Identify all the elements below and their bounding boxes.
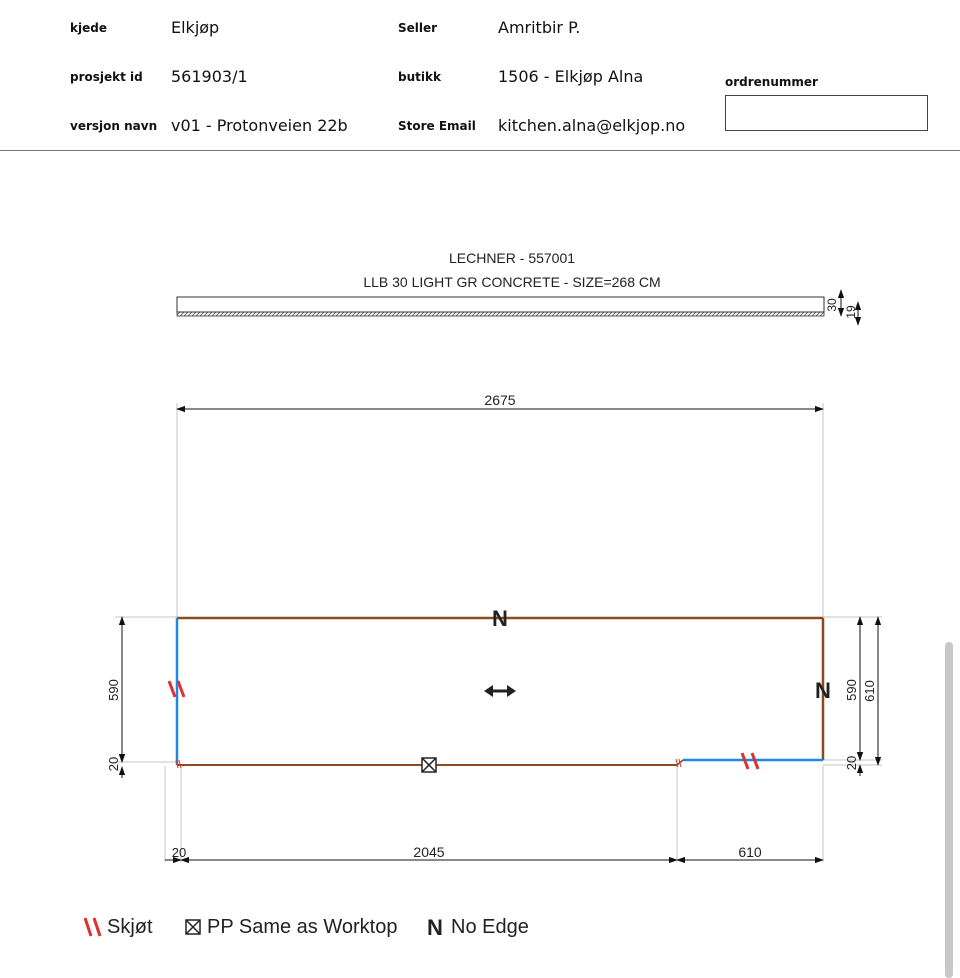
seller-value: Amritbir P. — [498, 18, 581, 37]
dim-total-width-label: 2675 — [484, 392, 516, 408]
dim-depth-right-label: 590 — [844, 679, 859, 701]
prosjekt-id-label: prosjekt id — [70, 70, 143, 84]
no-edge-mark-right: N — [815, 678, 831, 703]
profile-view — [177, 290, 858, 325]
joint-legend-icon — [85, 918, 100, 936]
dim-left — [106, 617, 122, 778]
pp-legend-icon — [186, 920, 200, 934]
legend-joint-label: Skjøt — [107, 916, 153, 938]
dim-step-right-label: 20 — [844, 755, 859, 771]
seller-label: Seller — [398, 21, 438, 35]
butikk-value: 1506 - Elkjøp Alna — [498, 67, 644, 86]
grain-direction-icon — [484, 685, 516, 697]
header-panel — [0, 0, 960, 151]
kjede-value: Elkjøp — [171, 18, 220, 37]
dim-right — [844, 617, 878, 776]
store-email-value: kitchen.alna@elkjop.no — [498, 116, 686, 135]
dim-total-width — [177, 392, 823, 409]
dim-depth-left-label: 590 — [106, 679, 121, 701]
kjede-label: kjede — [70, 21, 107, 35]
versjon-navn-value: v01 - Protonveien 22b — [171, 116, 348, 135]
legend — [85, 915, 529, 940]
versjon-navn-label: versjon navn — [70, 119, 158, 133]
profile-dim-edge: 19 — [844, 305, 858, 319]
legend-no-edge-label: No Edge — [451, 916, 529, 938]
profile-dim-thickness: 30 — [825, 298, 839, 312]
dim-step-left-label: 20 — [106, 756, 121, 772]
legend-pp-label: PP Same as Worktop — [207, 916, 398, 938]
ordrenummer-field[interactable] — [725, 95, 928, 131]
dim-bottom-610-label: 610 — [738, 844, 762, 860]
drawing-title-line2: LLB 30 LIGHT GR CONCRETE - SIZE=268 CM — [363, 274, 661, 290]
no-edge-mark-top: N — [492, 606, 508, 631]
ordrenummer-label: ordrenummer — [725, 75, 818, 89]
vertical-scrollbar[interactable] — [945, 642, 953, 978]
extension-lines — [115, 403, 882, 862]
prosjekt-id-value: 561903/1 — [171, 67, 248, 86]
butikk-label: butikk — [398, 70, 441, 84]
joint-marks — [169, 681, 758, 769]
dim-bottom — [165, 844, 823, 860]
no-edge-legend-icon: N — [427, 915, 443, 940]
dim-total-right-label: 610 — [862, 680, 877, 702]
pp-marker-icon — [422, 758, 436, 772]
drawing-title-line1: LECHNER - 557001 — [448, 250, 576, 266]
store-email-label: Store Email — [398, 119, 476, 133]
dim-bottom-2045-label: 2045 — [413, 844, 445, 860]
dim-bottom-20-label: 20 — [171, 845, 187, 860]
worktop-drawing — [0, 151, 960, 978]
